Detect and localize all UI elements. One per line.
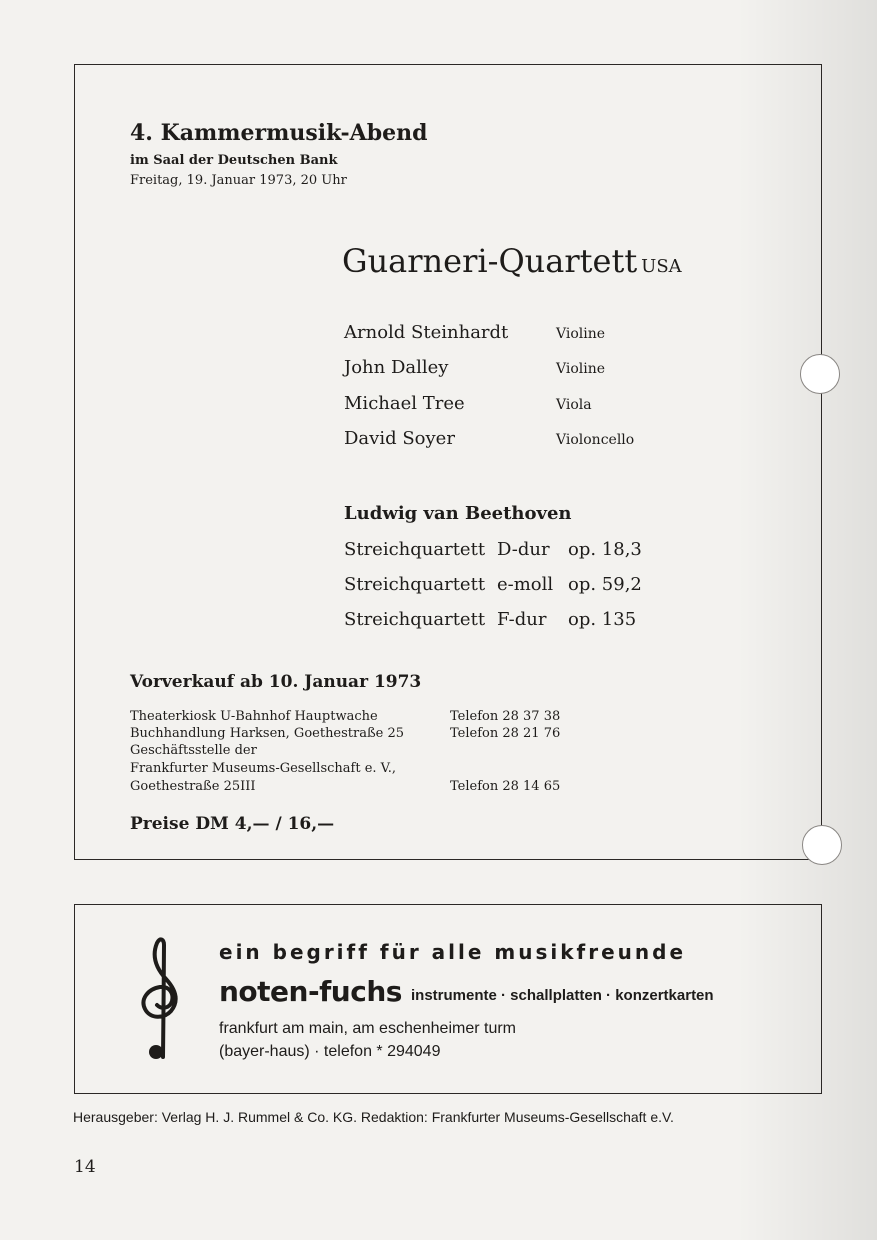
punch-hole xyxy=(800,354,840,394)
ad-address: frankfurt am main, am eschenheimer turm xyxy=(219,1020,516,1037)
presale-phone: Telefon 28 14 65 xyxy=(450,779,561,794)
ensemble-name: Guarneri-Quartett xyxy=(342,242,638,280)
work-opus: op. 135 xyxy=(568,609,637,630)
member-instrument: Viola xyxy=(556,397,592,413)
ad-slogan: ein begriff für alle musikfreunde xyxy=(219,940,687,964)
work-key: F-dur xyxy=(497,609,547,630)
concert-venue: im Saal der Deutschen Bank xyxy=(130,153,338,168)
work-title: Streichquartett xyxy=(344,539,486,560)
composer-name: Ludwig van Beethoven xyxy=(344,503,572,524)
presale-phone: Telefon 28 21 76 xyxy=(450,726,561,741)
presale-line: Buchhandlung Harksen, Goethestraße 25 xyxy=(130,726,405,741)
ad-phone: (bayer-haus) · telefon * 294049 xyxy=(219,1043,441,1060)
work-title: Streichquartett xyxy=(344,609,486,630)
member-name: Arnold Steinhardt xyxy=(344,322,509,343)
presale-heading: Vorverkauf ab 10. Januar 1973 xyxy=(130,672,422,692)
ensemble-heading xyxy=(342,242,682,280)
member-instrument: Violine xyxy=(556,326,606,342)
page-number: 14 xyxy=(74,1157,96,1177)
work-opus: op. 18,3 xyxy=(568,539,642,560)
member-name: John Dalley xyxy=(344,357,449,378)
presale-line: Geschäftsstelle der xyxy=(130,743,257,758)
work-key: D-dur xyxy=(497,539,550,560)
member-instrument: Violoncello xyxy=(556,432,635,448)
work-key: e-moll xyxy=(497,574,554,595)
member-name: Michael Tree xyxy=(344,393,465,414)
concert-title: 4. Kammermusik-Abend xyxy=(130,120,428,146)
ad-tagline: instrumente · schallplatten · konzertkarten xyxy=(411,987,714,1004)
publisher-line: Herausgeber: Verlag H. J. Rummel & Co. KG. Redaktion: Frankfurter Museums-Gesellschaft e.V. xyxy=(73,1109,674,1125)
presale-line: Theaterkiosk U-Bahnhof Hauptwache xyxy=(130,709,378,724)
presale-phone: Telefon 28 37 38 xyxy=(450,709,561,724)
work-opus: op. 59,2 xyxy=(568,574,642,595)
punch-hole xyxy=(802,825,842,865)
presale-line: Frankfurter Museums-Gesellschaft e. V., xyxy=(130,761,397,776)
treble-clef-icon xyxy=(136,935,186,1063)
ticket-prices: Preise DM 4,— / 16,— xyxy=(130,814,335,834)
presale-line: Goethestraße 25III xyxy=(130,779,256,794)
member-instrument: Violine xyxy=(556,361,606,377)
concert-date: Freitag, 19. Januar 1973, 20 Uhr xyxy=(130,173,347,188)
ad-brand-name: noten-fuchs xyxy=(219,975,402,1008)
member-name: David Soyer xyxy=(344,428,455,449)
ensemble-country: USA xyxy=(641,256,682,277)
work-title: Streichquartett xyxy=(344,574,486,595)
